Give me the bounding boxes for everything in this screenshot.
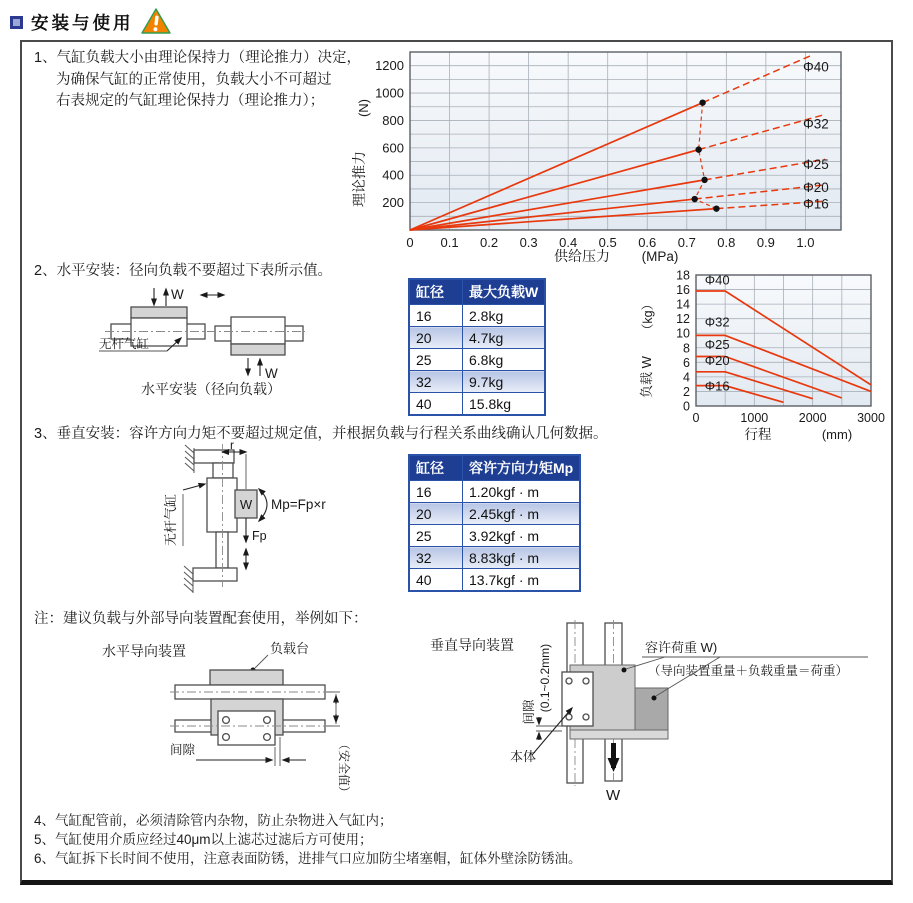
- table-row: [409, 569, 580, 592]
- x-tick-label: 0.1: [440, 235, 459, 250]
- table-cell: 2.45kgf · m: [463, 503, 581, 525]
- table-cell: 40: [409, 569, 463, 592]
- load-stroke-chart: [625, 265, 893, 449]
- x-tick-label: 0.9: [756, 235, 775, 250]
- table-cell: 16: [409, 305, 463, 327]
- data-point-Φ32: [695, 146, 701, 152]
- data-point-Φ25: [701, 177, 707, 183]
- r-label: r: [230, 438, 234, 452]
- y-tick-label: 0: [683, 399, 690, 414]
- wall-hatch-top: [185, 445, 194, 473]
- diagram-title: 垂直导向装置: [430, 637, 514, 653]
- table-cell: 40: [409, 393, 463, 416]
- cylinder-body: [231, 317, 285, 344]
- table-cell: 1.20kgf · m: [463, 481, 581, 503]
- w-label: W: [606, 787, 621, 804]
- table-cell: 16: [409, 481, 463, 503]
- thrust-pressure-chart: [334, 42, 856, 266]
- table-cell: 20: [409, 327, 463, 349]
- series-label-Φ25: Φ25: [803, 157, 829, 173]
- data-point-Φ40: [699, 99, 705, 105]
- note-item-4: 4、气缸配管前，必须清除管内杂物，防止杂物进入气缸内；: [34, 813, 393, 828]
- data-point-Φ20: [691, 196, 697, 202]
- y-tick-label: 16: [676, 283, 690, 298]
- leader-dot: [652, 696, 657, 701]
- diagram-title: 水平导向装置: [102, 643, 186, 659]
- x-tick-label: 1000: [740, 411, 769, 425]
- blue-square-icon: [10, 16, 23, 29]
- content-box: [20, 40, 893, 885]
- x-tick-label: 0.3: [519, 235, 538, 250]
- y-tick-label: 8: [683, 341, 690, 356]
- load-note-label: （导向装置重量＋负载重量＝荷重）: [648, 664, 849, 678]
- table-row: [409, 393, 545, 416]
- cylinder-body: [207, 478, 237, 532]
- gap-label: 间隙: [522, 699, 536, 725]
- y-tick-label: 4: [683, 370, 690, 385]
- y-tick-label: 400: [382, 167, 404, 183]
- table-cell: 3.92kgf · m: [463, 525, 581, 547]
- x-tick-label: 0: [406, 235, 414, 250]
- y-tick-label: 6: [683, 355, 690, 370]
- column-header: 缸径: [409, 279, 463, 305]
- x-tick-label: 0.7: [677, 235, 696, 250]
- note-item-5: 5、气缸使用介质应经过40μm以上滤芯过滤后方可使用；: [34, 832, 373, 847]
- leader-line: [532, 708, 572, 755]
- x-tick-label: 0.2: [480, 235, 499, 250]
- y-tick-label: 1000: [375, 85, 404, 101]
- note-line: 1、气缸负载大小由理论保持力（理论推力）决定，: [34, 50, 362, 66]
- warning-triangle-icon: [140, 7, 172, 37]
- note-item-2: 2、水平安装：径向负载不要超过下表所示值。: [34, 263, 333, 279]
- axis-label: 负载 W: [639, 356, 654, 398]
- load-label: W: [265, 366, 278, 381]
- x-tick-label: 0.8: [717, 235, 736, 250]
- axis-label: 理论推力: [351, 151, 367, 207]
- safe-value-label: （安全值）: [337, 737, 351, 799]
- leader-line: [183, 484, 205, 490]
- guide-note: 注：建议负载与外部导向装置配套使用，举例如下：: [34, 611, 368, 627]
- load-label: W: [239, 497, 253, 512]
- y-tick-label: 10: [676, 326, 690, 341]
- load-platform: [210, 670, 283, 685]
- table-cell: 32: [409, 547, 463, 569]
- table-cell: 32: [409, 371, 463, 393]
- max-load-table: [408, 278, 546, 416]
- mount-stem: [213, 463, 233, 478]
- gap-range-label: (0.1~0.2mm): [538, 643, 552, 713]
- piston-rod: [216, 532, 228, 568]
- axis-label: (mm): [821, 427, 853, 442]
- mount-arm: [193, 568, 237, 581]
- column-header: 缸径: [409, 455, 463, 481]
- table-cell: 20: [409, 503, 463, 525]
- page-title: 安装与使用: [31, 12, 134, 33]
- table-cell: 8.83kgf · m: [463, 547, 581, 569]
- y-tick-label: 1200: [375, 58, 404, 74]
- table-cell: 15.8kg: [463, 393, 546, 416]
- y-tick-label: 14: [676, 297, 690, 312]
- gap-label: 间隙: [170, 743, 196, 757]
- x-tick-label: 0.6: [638, 235, 657, 250]
- series-label-Φ25: Φ25: [704, 337, 730, 353]
- axis-label: 供给压力: [554, 248, 610, 264]
- moment-arc-arrow: [259, 489, 267, 521]
- table-cell: 25: [409, 525, 463, 547]
- table-cell: 9.7kg: [463, 371, 546, 393]
- moment-formula: Mp=Fp×r: [271, 497, 326, 512]
- moment-table: [408, 454, 581, 592]
- table-row: [409, 349, 545, 371]
- table-cell: 25: [409, 349, 463, 371]
- note-item-3: 3、垂直安装：容许方向力矩不要超过规定值，并根据负载与行程关系曲线确认几何数据。: [34, 426, 608, 442]
- bottom-notes: [34, 811, 582, 868]
- note-line: 右表规定的气缸理论保持力（理论推力）；: [56, 93, 325, 109]
- diagram-caption: 水平安装（径向负载）: [141, 381, 281, 397]
- axis-label: （kg）: [641, 297, 655, 337]
- axis-label: (N): [356, 98, 371, 118]
- table-row: [409, 327, 545, 349]
- table-row: [409, 305, 545, 327]
- cylinder-label: 无杆气缸: [99, 337, 150, 351]
- fp-label: Fp: [252, 529, 267, 543]
- x-tick-label: 3000: [857, 411, 885, 425]
- table-row: [409, 547, 580, 569]
- series-label-Φ20: Φ20: [704, 353, 730, 369]
- column-header: 最大负载W: [463, 279, 546, 305]
- wall-hatch-bottom: [184, 566, 193, 593]
- mount-plate: [131, 307, 187, 318]
- plot-area: [410, 52, 841, 230]
- table-row: [409, 525, 580, 547]
- data-point-Φ16: [713, 205, 719, 211]
- y-tick-label: 600: [382, 140, 404, 156]
- cylinder-label: 无杆气缸: [163, 493, 178, 547]
- series-label-Φ32: Φ32: [704, 314, 730, 330]
- series-label-Φ16: Φ16: [803, 196, 829, 212]
- note-item-6: 6、气缸拆下长时间不使用，注意表面防锈，进排气口应加防尘堵塞帽，缸体外壁涂防锈油。: [34, 851, 582, 866]
- y-tick-label: 18: [676, 268, 690, 283]
- horizontal-guide-diagram: [92, 640, 354, 810]
- y-tick-label: 800: [382, 112, 404, 128]
- x-tick-label: 0.5: [598, 235, 617, 250]
- series-label-Φ32: Φ32: [803, 116, 829, 132]
- allowable-load-label: 容许荷重 W): [645, 640, 718, 655]
- axis-label: (MPa): [641, 249, 679, 264]
- table-cell: 6.8kg: [463, 349, 546, 371]
- series-label-Φ40: Φ40: [803, 59, 829, 75]
- table-cell: 13.7kgf · m: [463, 569, 581, 592]
- column-header: 容许方向力矩Mp: [463, 455, 581, 481]
- platform-label: 负载台: [270, 641, 310, 656]
- table-row: [409, 503, 580, 525]
- x-tick-label: 2000: [798, 411, 827, 425]
- horizontal-mount-diagram: [97, 280, 309, 402]
- x-tick-label: 0: [692, 411, 700, 425]
- mount-plate: [231, 344, 285, 355]
- table-row: [409, 481, 580, 503]
- load-label: W: [171, 287, 184, 302]
- x-tick-label: 1.0: [796, 235, 815, 250]
- series-label-Φ20: Φ20: [803, 179, 829, 195]
- note-line: 为确保气缸的正常使用，负载大小不可超过: [56, 71, 332, 88]
- table-cell: 2.8kg: [463, 305, 546, 327]
- series-label-Φ40: Φ40: [704, 272, 730, 288]
- series-label-Φ16: Φ16: [704, 378, 730, 394]
- table-cell: 4.7kg: [463, 327, 546, 349]
- y-tick-label: 200: [382, 195, 404, 211]
- y-tick-label: 2: [683, 384, 690, 399]
- body-label: 本体: [510, 749, 537, 764]
- leader-dot: [622, 668, 627, 673]
- vertical-guide-diagram: [420, 620, 885, 825]
- table-row: [409, 371, 545, 393]
- load-block: [635, 688, 668, 730]
- x-tick-label: 0.4: [559, 235, 578, 250]
- note-item-1: [34, 48, 361, 113]
- leader-line: [255, 655, 268, 668]
- bottom-plate: [570, 730, 668, 739]
- y-tick-label: 12: [676, 312, 690, 327]
- axis-label: 行程: [744, 427, 772, 442]
- page-header: [10, 6, 172, 38]
